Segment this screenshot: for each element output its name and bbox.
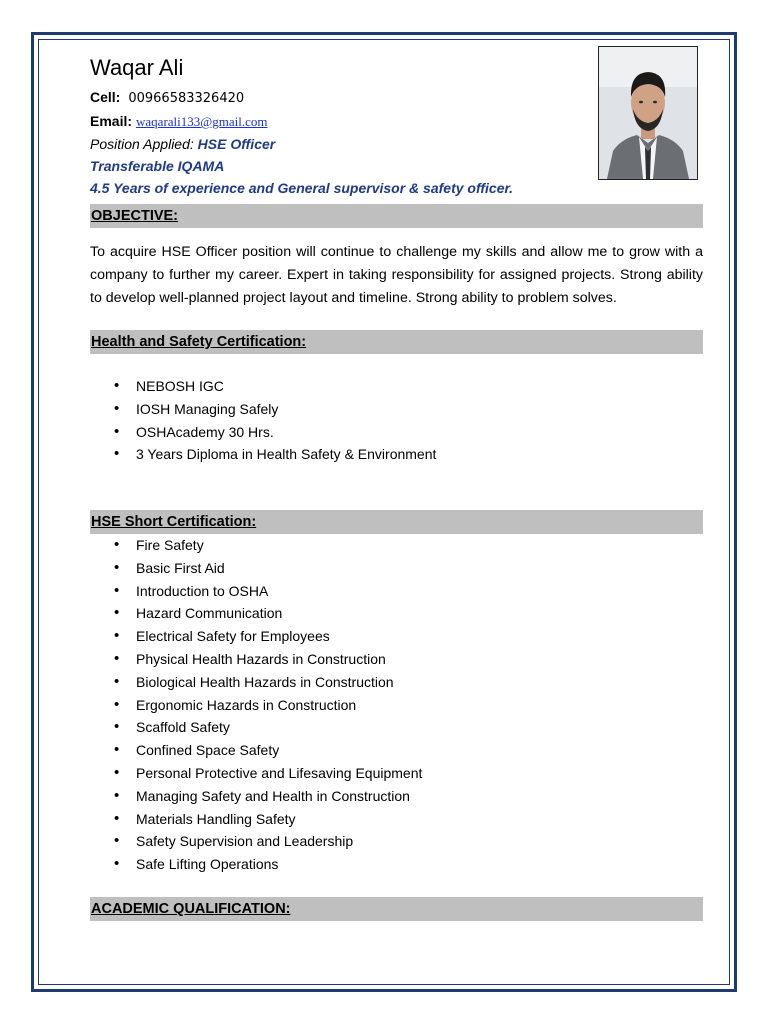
position-value: HSE Officer bbox=[197, 136, 276, 152]
list-item: • Scaffold Safety bbox=[90, 716, 690, 739]
list-item: • Safe Lifting Operations bbox=[90, 853, 690, 876]
list-item: • Materials Handling Safety bbox=[90, 808, 690, 831]
academic-heading bbox=[90, 897, 703, 921]
list-item: • 3 Years Diploma in Health Safety & Environment bbox=[90, 443, 690, 466]
health-safety-heading-text: Health and Safety Certification: bbox=[91, 334, 307, 350]
position-label: Position Applied: bbox=[90, 136, 194, 152]
objective-text: To acquire HSE Officer position will continue to challenge my skills and allow me to grow with a company to further my career. Expert in taking responsibility for assigned projects. Strong ability to develop well-planned project layout and timeline. Strong ability to problem solves. bbox=[90, 244, 703, 306]
list-item: • Basic First Aid bbox=[90, 557, 690, 580]
list-item: • Hazard Communication bbox=[90, 602, 690, 625]
cell-value: 00966583326420 bbox=[128, 91, 245, 106]
short-cert-list bbox=[90, 534, 690, 876]
short-cert-heading bbox=[90, 510, 703, 534]
list-item: • Ergonomic Hazards in Construction bbox=[90, 694, 690, 717]
profile-photo bbox=[598, 46, 698, 180]
objective-heading bbox=[90, 204, 703, 228]
academic-heading-text: ACADEMIC QUALIFICATION: bbox=[91, 901, 291, 917]
list-item: • Personal Protective and Lifesaving Equipment bbox=[90, 762, 690, 785]
short-cert-heading-text: HSE Short Certification: bbox=[91, 514, 257, 530]
list-item: • Confined Space Safety bbox=[90, 739, 690, 762]
candidate-name: Waqar Ali bbox=[90, 55, 184, 80]
list-item: • Fire Safety bbox=[90, 534, 690, 557]
cell-label: Cell: bbox=[90, 89, 121, 105]
list-item: • Biological Health Hazards in Construction bbox=[90, 671, 690, 694]
health-safety-heading bbox=[90, 330, 703, 354]
list-item: • Managing Safety and Health in Construction bbox=[90, 785, 690, 808]
list-item: • Electrical Safety for Employees bbox=[90, 625, 690, 648]
objective-heading-text: OBJECTIVE: bbox=[91, 208, 179, 224]
list-item: • NEBOSH IGC bbox=[90, 375, 690, 398]
iqama-line: Transferable IQAMA bbox=[90, 158, 225, 174]
list-item: • OSHAcademy 30 Hrs. bbox=[90, 421, 690, 444]
list-item: • IOSH Managing Safely bbox=[90, 398, 690, 421]
email-label: Email: bbox=[90, 113, 133, 129]
email-link[interactable]: waqarali133@gmail.com bbox=[136, 114, 268, 129]
list-item: • Physical Health Hazards in Construction bbox=[90, 648, 690, 671]
list-item: • Introduction to OSHA bbox=[90, 580, 690, 603]
health-safety-list bbox=[90, 375, 690, 466]
experience-line: 4.5 Years of experience and General supervisor & safety officer. bbox=[90, 180, 514, 196]
list-item: • Safety Supervision and Leadership bbox=[90, 830, 690, 853]
